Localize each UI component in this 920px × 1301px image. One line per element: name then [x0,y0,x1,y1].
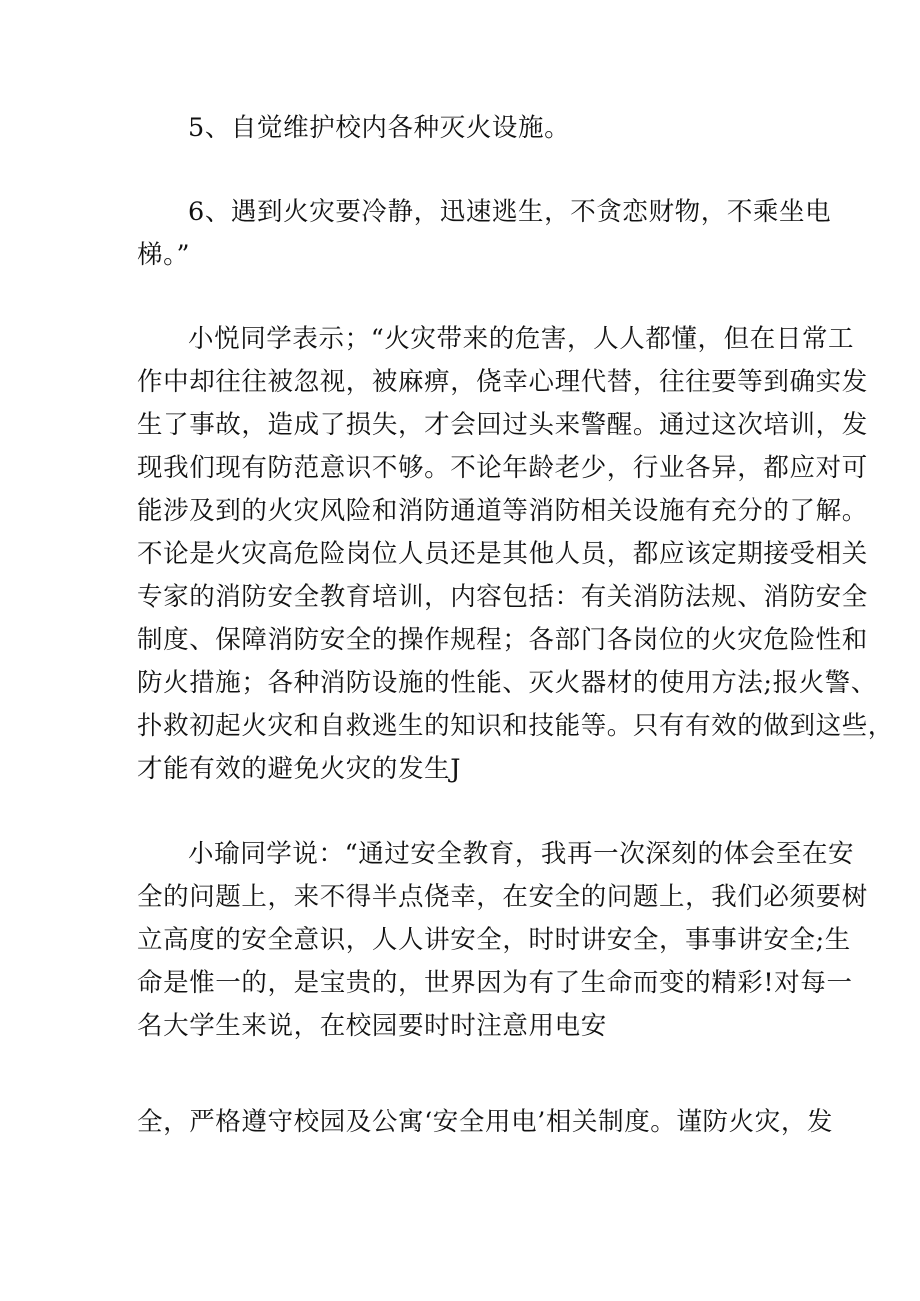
xiaoyue-paragraph-line-2: 作中却往往被忽视，被麻痹，侥幸心理代替，往往要等到确实发 [137,367,868,397]
xiaoyue-paragraph-line-3: 生了事故，造成了损失，才会回过头来警醒。通过这次培训，发 [137,410,868,440]
list-item-5: 5、自觉维护校内各种灭火设施。 [188,113,571,143]
xiaoyue-paragraph-line-9: 防火措施；各种消防设施的性能、灭火器材的使用方法;报火警、 [137,668,877,698]
xiaoyue-paragraph-line-10: 扑救初起火灾和自救逃生的知识和技能等。只有有效的做到这些， [137,711,894,741]
xiaoyu-paragraph-line-5: 名大学生来说，在校园要时时注意用电安 [137,1011,607,1041]
xiaoyu-paragraph-line-4: 命是惟一的，是宝贵的，世界因为有了生命而变的精彩!对每一 [137,968,853,998]
list-item-6-line-1: 6、遇到火灾要冷静，迅速逃生，不贪恋财物，不乘坐电 [188,197,832,227]
xiaoyue-paragraph-line-5: 能涉及到的火灾风险和消防通道等消防相关设施有充分的了解。 [137,496,868,526]
list-item-6-line-2: 梯。” [137,240,191,270]
xiaoyu-paragraph-line-2: 全的问题上，来不得半点侥幸，在安全的问题上，我们必须要树 [137,882,868,912]
xiaoyue-paragraph-line-1: 小悦同学表示；“火灾带来的危害，人人都懂，但在日常工 [188,324,855,354]
xiaoyue-paragraph-line-6: 不论是火灾高危险岗位人员还是其他人员，都应该定期接受相关 [137,539,868,569]
xiaoyue-paragraph-line-11: 才能有效的避免火灾的发生J [137,754,462,784]
xiaoyu-paragraph-line-1: 小瑜同学说：“通过安全教育，我再一次深刻的体会至在安 [188,839,855,869]
xiaoyue-paragraph-line-7: 专家的消防安全教育培训，内容包括：有关消防法规、消防安全 [137,582,868,612]
continuation-line-1: 全，严格遵守校园及公寓‘安全用电’相关制度。谨防火灾，发 [137,1107,834,1137]
xiaoyue-paragraph-line-4: 现我们现有防范意识不够。不论年龄老少，行业各异，都应对可 [137,453,868,483]
xiaoyu-paragraph-line-3: 立高度的安全意识，人人讲安全，时时讲安全，事事讲安全;生 [137,925,851,955]
xiaoyue-paragraph-line-8: 制度、保障消防安全的操作规程；各部门各岗位的火灾危险性和 [137,625,868,655]
